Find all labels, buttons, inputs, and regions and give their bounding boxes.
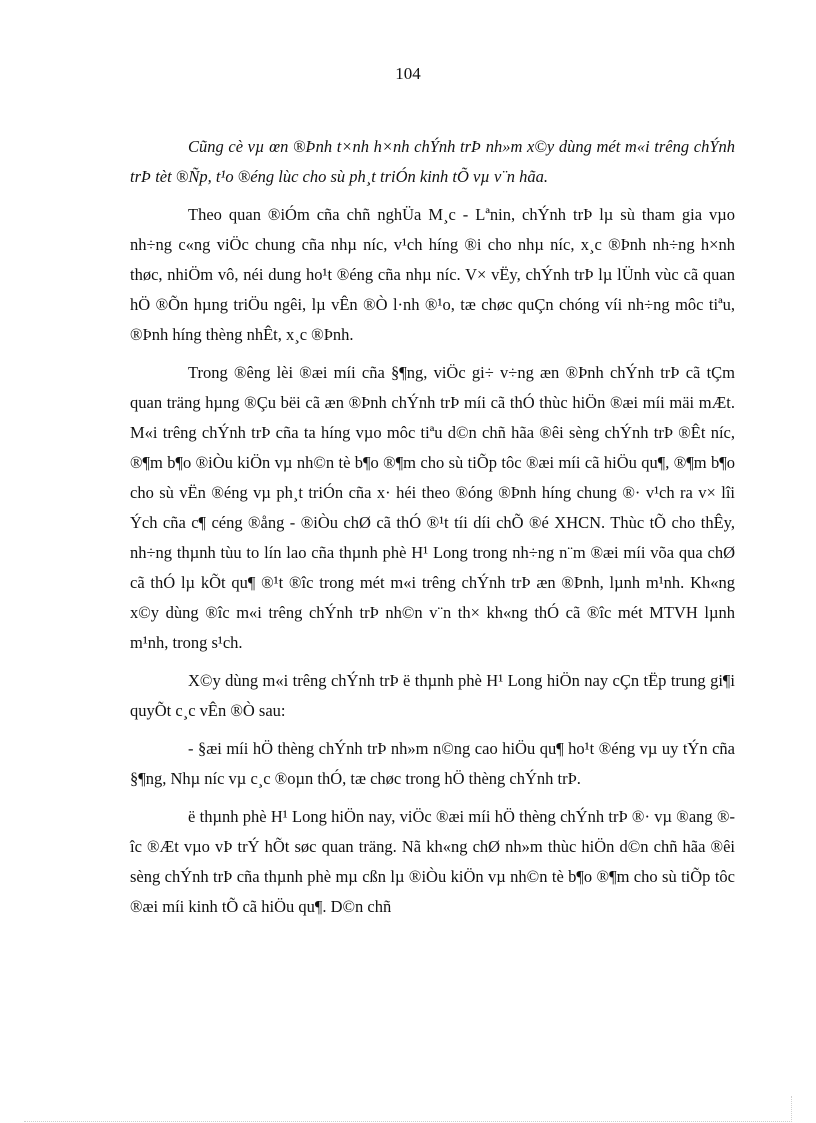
paragraph-ha-long-tasks: X©y dùng m«i trêng chÝnh trÞ ë thµnh phè H¹ Long hiÖn nay cÇn tËp trung gi¶i quyÕt c¸c vÊn ®Ò sau: xyxy=(130,671,735,720)
paragraph-ha-long-current: ë thµnh phè H¹ Long hiÖn nay, viÖc ®æi míi hÖ thèng chÝnh trÞ ®· vµ ®ang ®îc ®Æt vµo vÞ trÝ hÕt søc quan träng. Nã kh«ng chØ nh»m thùc hiÖn d©n chñ hãa ®êi sèng chÝnh trÞ cña thµnh phè mµ cßn lµ ®iÒu kiÖn vµ nh©n tè b¶o ®¶m cho sù tiÕp tôc ®æi míi kinh tÕ cã hiÖu qu¶. D©n chñ xyxy=(130,807,735,916)
paragraph-system-reform: - §æi míi hÖ thèng chÝnh trÞ nh»m n©ng cao hiÖu qu¶ ho¹t ®éng vµ uy tÝn cña §¶ng, Nhµ níc vµ c¸c ®oµn thÓ, tæ chøc trong hÖ thèng chÝnh trÞ. xyxy=(130,739,735,788)
page-bottom-border xyxy=(24,1121,792,1122)
page-number: 104 xyxy=(395,64,421,83)
document-body xyxy=(130,132,735,930)
paragraph-intro: Cũng cè vµ œn ®Þnh t×nh h×nh chÝnh trÞ nh»m x©y dùng mét m«i trêng chÝnh trÞ tèt ®Ñp, t¹o ®éng lùc cho sù ph¸t triÓn kinh tÕ vµ v¨n hãa. xyxy=(130,137,735,186)
paragraph-political-theory: Theo quan ®iÓm cña chñ nghÜa M¸c - Lªnin, chÝnh trÞ lµ sù tham gia vµo nh÷ng c«ng viÖc chung cña nhµ níc, v¹ch híng ®i cho nhµ níc, x¸c ®Þnh nh÷ng h×nh thøc, nhiÖm vô, néi dung ho¹t ®éng cña nhµ níc. V× vËy, chÝnh trÞ lµ lÜnh vùc cã quan hÖ ®Õn hµng triÖu ngêi, lµ vÊn ®Ò l·nh ®¹o, tæ chøc quÇn chóng víi nh÷ng môc tiªu, ®Þnh híng thèng nhÊt, x¸c ®Þnh. xyxy=(130,205,735,344)
page-corner-border xyxy=(791,1096,792,1122)
paragraph-renovation-policy: Trong ®êng lèi ®æi míi cña §¶ng, viÖc gi÷ v÷ng æn ®Þnh chÝnh trÞ cã tÇm quan träng hµng ®Çu bëi cã æn ®Þnh chÝnh trÞ míi cã thÓ thùc hiÖn ®æi míi mäi mÆt. M«i trêng chÝnh trÞ cña ta híng vµo môc tiªu d©n chñ hãa ®êi sèng chÝnh trÞ ®Êt níc, ®¶m b¶o ®iÒu kiÖn vµ nh©n tè b¶o ®¶m cho sù tiÕp tôc ®æi míi cã hiÖu qu¶, ®¶m b¶o cho sù vËn ®éng vµ ph¸t triÓn cña x· héi theo ®óng ®Þnh híng chung ®· v¹ch ra v× lîi Ých cña c¶ céng ®ång - ®iÒu chØ cã thÓ ®¹t tíi díi chÕ ®é XHCN. Thùc tÕ cho thÊy, nh÷ng thµnh tùu to lín lao cña thµnh phè H¹ Long trong nh÷ng n¨m ®æi míi võa qua chØ cã thÓ lµ kÕt qu¶ ®¹t ®îc trong mét m«i trêng chÝnh trÞ æn ®Þnh, lµnh m¹nh. Kh«ng x©y dùng ®îc m«i trêng chÝnh trÞ nh©n v¨n th× kh«ng thÓ cã ®îc mét MTVH lµnh m¹nh, trong s¹ch. xyxy=(130,363,735,652)
